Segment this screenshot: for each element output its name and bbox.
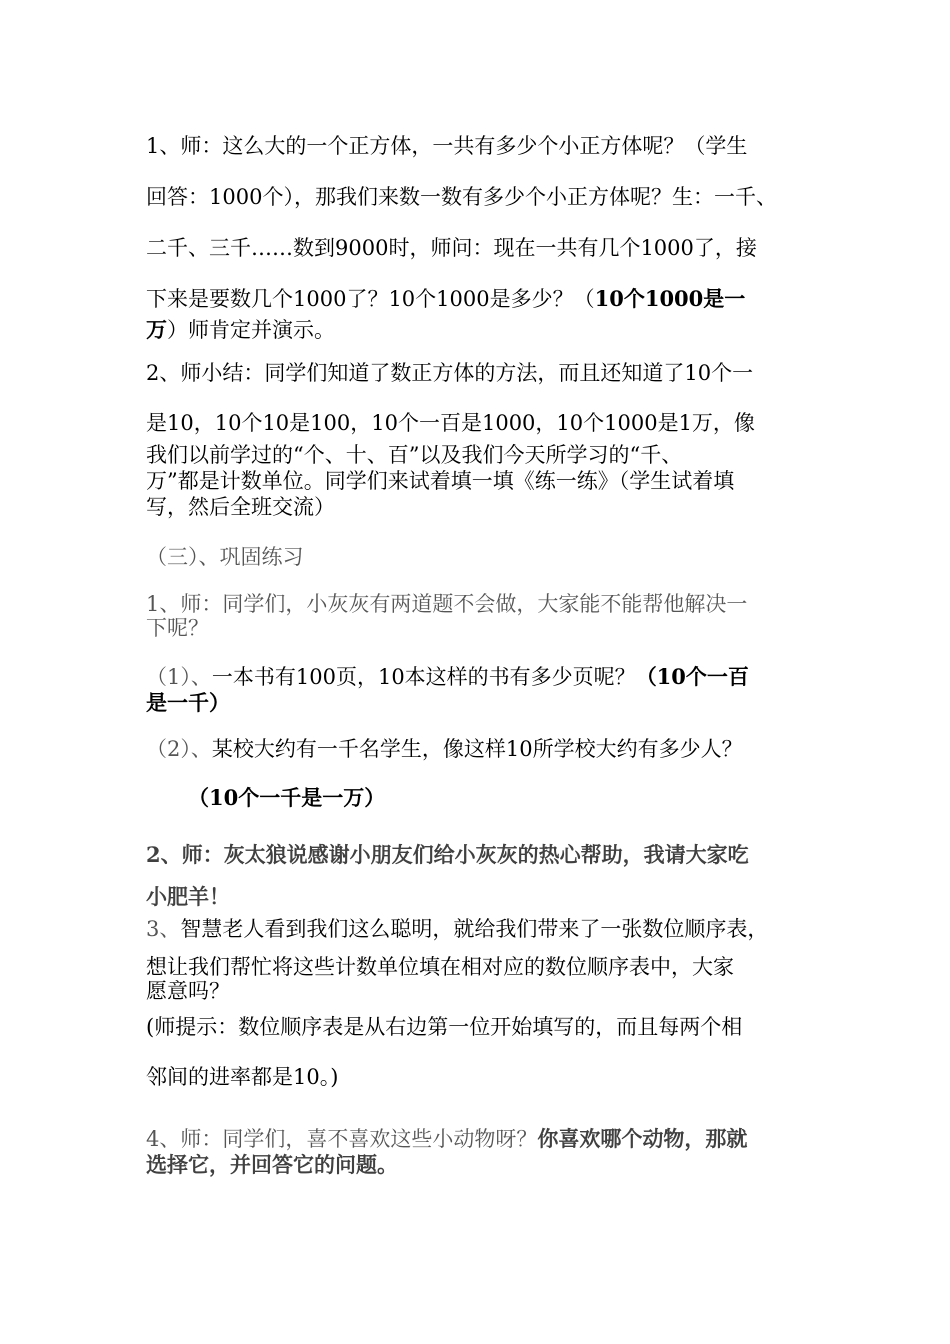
q1b-text: 某校大约有一千名学生，像这样10所学校大约有多少人？: [211, 737, 743, 761]
q2-line-1: 2、师：灰太狼说感谢小朋友们给小灰灰的热心帮助，我请大家吃: [146, 842, 749, 867]
q3-line-3: 愿意吗？: [146, 979, 230, 1003]
p2-line-4: 万”都是计数单位。同学们来试着填一填《练一练》（学生试着填: [146, 469, 735, 493]
p1-line-3: 二千、三千……数到9000时，师问：现在一共有几个1000了，接: [146, 236, 757, 260]
q3-line-2: 想让我们帮忙将这些计数单位填在相对应的数位顺序表中，大家: [146, 955, 734, 979]
p1-line-5: [146, 318, 818, 342]
q1a-line-1: [146, 664, 818, 690]
section-heading: [146, 545, 818, 569]
question-1: [146, 592, 818, 640]
p1-line-4-text: 下来是要数几个1000了？10个1000是多少？（: [146, 287, 595, 311]
q1b-line-2: （10个一千是一万）: [188, 785, 386, 810]
p2-line-1: 2、师小结：同学们知道了数正方体的方法，而且还知道了10个一: [146, 361, 754, 385]
question-3: [146, 917, 818, 1089]
section-heading-text: （三）、巩固练习: [146, 545, 304, 569]
p2-line-2: 是10，10个10是100，10个一百是1000，10个1000是1万，像: [146, 411, 755, 435]
q1a-text: 一本书有100页，10本这样的书有多少页呢？: [211, 665, 636, 689]
paragraph-2: [146, 361, 818, 519]
p1-line-2: 回答：1000个），那我们来数一数有多少个小正方体呢？生：一千、: [146, 185, 777, 209]
q3-line-1: [146, 917, 818, 941]
q1a-answer: （10个一百: [635, 664, 749, 689]
p2-line-3: 我们以前学过的“个、十、百”以及我们今天所学习的“千、: [146, 443, 683, 467]
q3-line-5: 邻间的进率都是10。): [146, 1065, 339, 1089]
p1-line-5-bold: 万: [146, 317, 167, 342]
paragraph-1: [146, 134, 818, 342]
q1-line-2: 下呢？: [146, 616, 209, 640]
q4-line-1-bold: 你喜欢哪个动物，那就: [537, 1126, 748, 1151]
q4-line-1-text: 4、师：同学们，喜不喜欢这些小动物呀？: [146, 1127, 538, 1151]
question-1-part-1: [146, 664, 818, 715]
q1a-number: （1）、: [146, 665, 212, 689]
q1-line-1: 1、师：同学们，小灰灰有两道题不会做，大家能不能帮他解决一: [146, 592, 748, 616]
p1-line-4: [146, 287, 818, 311]
q3-number: 3、: [146, 917, 181, 941]
question-2: [146, 843, 818, 909]
q3-line-4: (师提示：数位顺序表是从右边第一位开始填写的，而且每两个相: [146, 1015, 743, 1039]
question-1-part-2: [146, 737, 818, 810]
p1-line-5-text: ）师肯定并演示。: [167, 318, 335, 342]
q1a-line-2: 是一千）: [146, 690, 230, 715]
q1b-line-1: [146, 737, 818, 761]
q4-line-2: 选择它，并回答它的问题。: [146, 1152, 398, 1177]
q1b-number: （2）、: [146, 737, 212, 761]
q4-line-1: [146, 1126, 818, 1152]
q3-line-1-text: 智慧老人看到我们这么聪明，就给我们带来了一张数位顺序表，: [180, 917, 769, 941]
q2-line-2: 小肥羊！: [146, 884, 230, 909]
p1-line-4-bold: 10个1000是一: [594, 286, 746, 311]
p1-line-1: 1、师：这么大的一个正方体，一共有多少个小正方体呢？（学生: [146, 134, 748, 158]
question-4: [146, 1126, 818, 1177]
p2-line-5: 写，然后全班交流）: [146, 495, 335, 519]
